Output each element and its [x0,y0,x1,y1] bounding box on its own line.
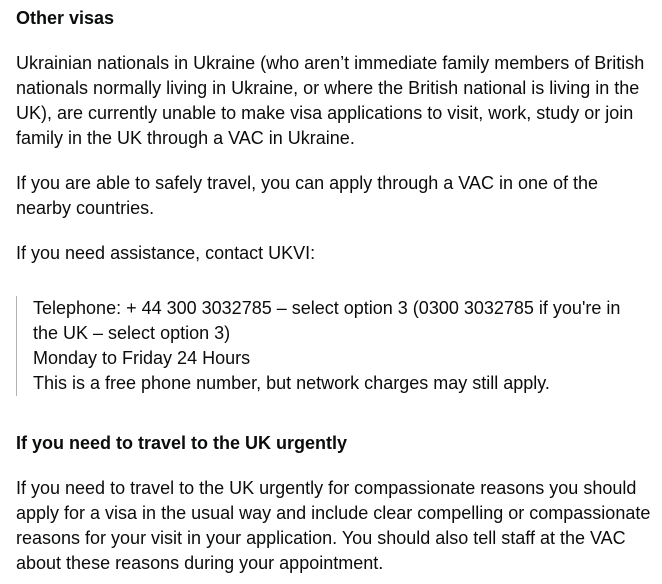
paragraph-safe-travel: If you are able to safely travel, you can apply through a VAC in one of the nearby countries. [16,173,599,218]
contact-hours: Monday to Friday 24 Hours [33,348,251,368]
section-heading-urgent-travel: If you need to travel to the UK urgently [16,433,348,453]
contact-details-inset [16,296,636,396]
paragraph-ukrainian-nationals: Ukrainian nationals in Ukraine (who aren’t immediate family members of British nationals normally living in Ukraine, or where the British national is living in the UK), are currently unable to make visa applications to visit, work, study or join family in the UK through a VAC in Ukraine. [16,53,645,148]
section-heading-other-visas: Other visas [16,8,115,28]
paragraph-urgent-travel: If you need to travel to the UK urgently for compassionate reasons you should apply for a visa in the usual way and include clear compelling or compassionate reasons for your visit in your application. You should also tell staff at the VAC about these reasons during your appointment. [16,478,651,573]
contact-telephone: Telephone: + 44 300 3032785 – select option 3 (0300 3032785 if you're in the UK – select option 3) [33,298,621,343]
contact-charges: This is a free phone number, but network charges may still apply. [33,373,550,393]
paragraph-assistance: If you need assistance, contact UKVI: [16,243,316,263]
